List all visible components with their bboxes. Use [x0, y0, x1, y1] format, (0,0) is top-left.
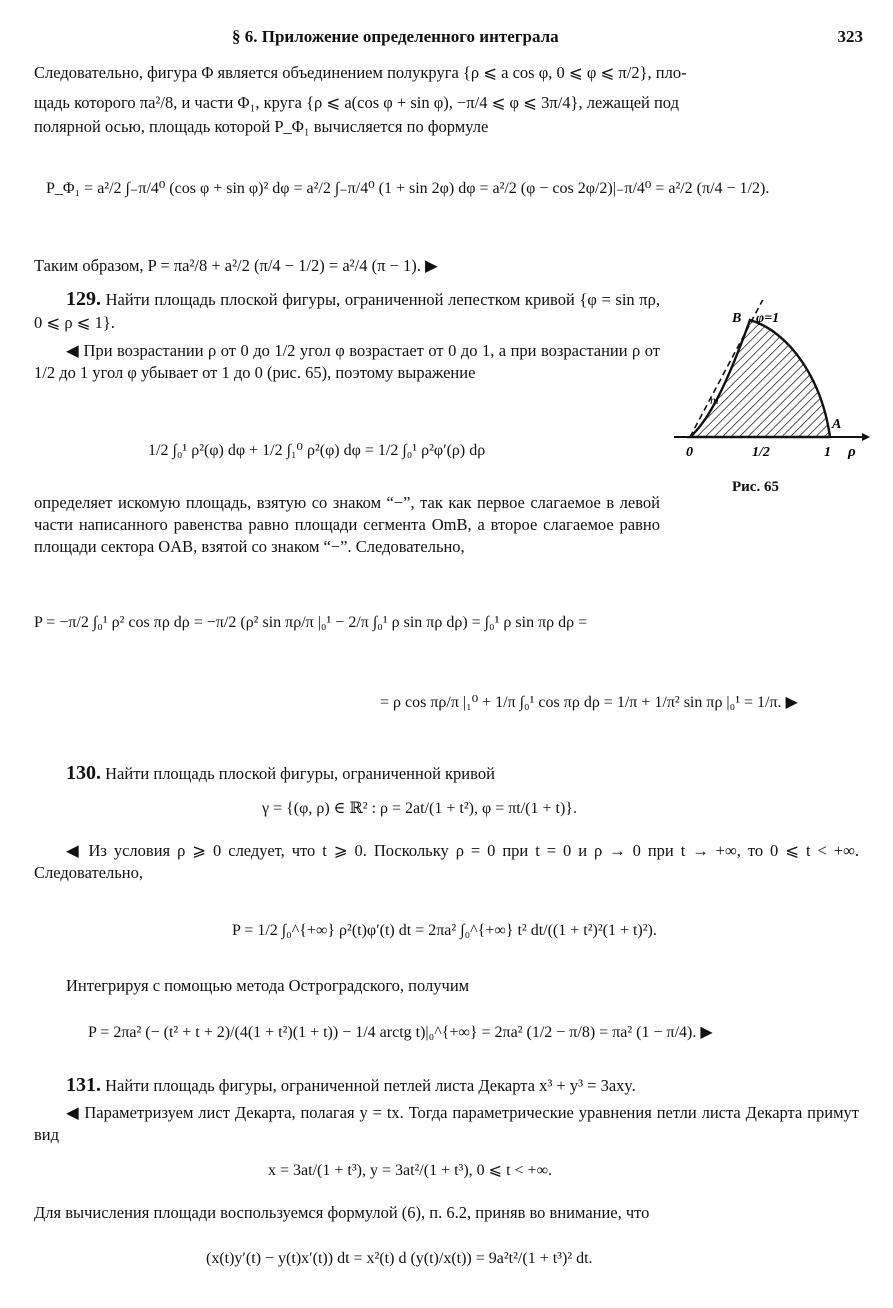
problem-131-number: 131.: [66, 1074, 101, 1096]
label-b: B: [732, 311, 742, 326]
problem-130-task: Найти площадь плоской фигуры, ограниченной кривой: [105, 764, 495, 783]
problem-129-text-2: определяет искомую площадь, взятую со знаком “−”, так как первое слагаемое в левой части написанного равенства равно площади сегмента OmB, а второе слагаемое равно площади сектора OAB, взятой со знаком “−”. Следовательно,: [34, 493, 660, 556]
equation-130-1: P = 1/2 ∫₀^{+∞} ρ²(t)φ′(t) dt = 2πa² ∫₀^{+∞} t² dt/((1 + t²)²(1 + t)²).: [232, 922, 657, 939]
label-a: A: [832, 417, 842, 432]
problem-130-text-1-block: [34, 840, 859, 884]
problem-130-text-2-block: [34, 975, 859, 997]
intro-line-3: полярной осью, площадь которой P_Φ₁ вычисляется по формуле: [34, 116, 489, 136]
problem-129-text-2-block: [34, 492, 660, 557]
petal-region: [690, 320, 830, 437]
intro-line-1: Следовательно, фигура Φ является объединением полукруга {ρ ⩽ a cos φ, 0 ⩽ φ ⩽ π/2}, пло-: [34, 63, 687, 82]
intro-block: [34, 62, 859, 137]
equation-129-1: 1/2 ∫₀¹ ρ²(φ) dφ + 1/2 ∫₁⁰ ρ²(φ) dφ = 1/2 ∫₀¹ ρ²φ′(ρ) dρ: [148, 442, 486, 459]
axis-arrow-icon: [862, 433, 870, 441]
figure-65: [672, 300, 872, 500]
problem-129-text-1: ◀ При возрастании ρ от 0 до 1/2 угол φ возрастает от 0 до 1, а при возрастании ρ от 1/2 до 1 угол φ убывает от 1 до 0 (рис. 65), поэтому выражение: [34, 341, 660, 382]
problem-129: [34, 286, 660, 384]
label-half: 1/2: [752, 445, 770, 460]
label-m: m: [710, 393, 719, 407]
equation-131-2: (x(t)y′(t) − y(t)x′(t)) dt = x²(t) d (y(t)/x(t)) = 9a²t²/(1 + t³)² dt.: [206, 1250, 593, 1267]
intro-conclusion-block: [34, 255, 859, 277]
equation-129-3: = ρ cos πρ/π |₁⁰ + 1/π ∫₀¹ cos πρ dρ = 1/π + 1/π² sin πρ |₀¹ = 1/π. ▶: [380, 694, 798, 711]
figure-caption: Рис. 65: [732, 479, 779, 495]
problem-131-text-1: ◀ Параметризуем лист Декарта, полагая y = tx. Тогда параметрические уравнения петли листа Декарта примут вид: [34, 1103, 859, 1145]
equation-129-2: P = −π/2 ∫₀¹ ρ² cos πρ dρ = −π/2 (ρ² sin πρ/π |₀¹ − 2/π ∫₀¹ ρ sin πρ dρ) = ∫₀¹ ρ sin πρ dρ =: [34, 614, 588, 631]
problem-131: [34, 1072, 859, 1146]
label-one: 1: [824, 445, 831, 460]
problem-130-text-2: Интегрируя с помощью метода Остроградского, получим: [66, 976, 470, 995]
equation-130-2: P = 2πa² (− (t² + t + 2)/(4(1 + t²)(1 + t)) − 1/4 arctg t)|₀^{+∞} = 2πa² (1/2 − π/8) = πa² (1 − π/4). ▶: [88, 1024, 713, 1041]
intro-line-2: щадь которого πa²/8, и части Φ₁, круга {ρ ⩽ a(cos φ + sin φ), −π/4 ⩽ φ ⩽ 3π/4}, лежащей под: [34, 92, 679, 112]
label-rho: ρ: [848, 444, 856, 460]
equation-130-curve: γ = {(φ, ρ) ∈ ℝ² : ρ = 2at/(1 + t²), φ = πt/(1 + t)}.: [262, 800, 577, 817]
problem-129-number: 129.: [66, 288, 101, 310]
problem-131-text-2: Для вычисления площади воспользуемся формулой (6), п. 6.2, приняв во внимание, что: [34, 1203, 650, 1222]
intro-conclusion: Таким образом, P = πa²/8 + a²/2 (π/4 − 1/2) = a²/4 (π − 1). ▶: [34, 256, 438, 275]
problem-131-text-2-block: [34, 1202, 859, 1224]
problem-129-task: Найти площадь плоской фигуры, ограниченной лепестком кривой {φ = sin πρ, 0 ⩽ ρ ⩽ 1}.: [34, 290, 660, 333]
equation-p-phi1: P_Φ₁ = a²/2 ∫₋π/4⁰ (cos φ + sin φ)² dφ = a²/2 ∫₋π/4⁰ (1 + sin 2φ) dφ = a²/2 (φ − cos 2φ/2)|₋π/4⁰ = a²/2 (π/4 − 1/2).: [46, 180, 770, 197]
label-phi-1: φ=1: [756, 311, 780, 326]
equation-131-1: x = 3at/(1 + t³), y = 3at²/(1 + t³), 0 ⩽ t < +∞.: [268, 1162, 552, 1179]
label-origin: 0: [686, 445, 693, 460]
running-header: [0, 26, 893, 48]
page-number: 323: [837, 27, 863, 46]
problem-131-task: Найти площадь фигуры, ограниченной петлей листа Декарта x³ + y³ = 3axy.: [105, 1076, 636, 1095]
section-title: § 6. Приложение определенного интеграла: [232, 27, 559, 46]
problem-130-text-1: ◀ Из условия ρ ⩾ 0 следует, что t ⩾ 0. Поскольку ρ = 0 при t = 0 и ρ → 0 при t → +∞, то 0 ⩽ t < +∞. Следовательно,: [34, 841, 859, 882]
problem-130: [34, 760, 859, 786]
problem-130-number: 130.: [66, 762, 101, 784]
